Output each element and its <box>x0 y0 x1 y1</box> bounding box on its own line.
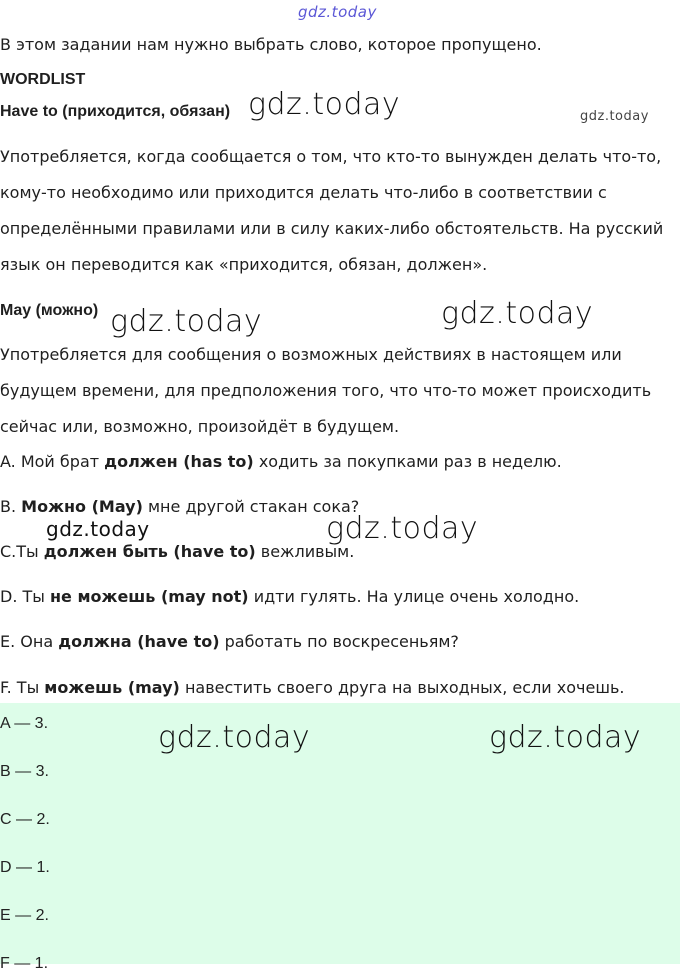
answer-item: F — 1. <box>0 955 49 972</box>
watermark: gdz.today <box>248 87 401 122</box>
sentence-answer: должен (has to) <box>104 452 254 471</box>
sentence-prefix: F. Ты <box>0 678 45 697</box>
sentence-d <box>0 587 579 607</box>
may-term: May (можно) <box>0 302 99 319</box>
sentence-prefix: D. Ты <box>0 587 50 606</box>
have-to-term: Have to (приходится, обязан) <box>0 103 231 120</box>
sentence-prefix: E. Она <box>0 632 59 651</box>
sentence-suffix: мне другой стакан сока? <box>142 497 360 516</box>
sentence-suffix: идти гулять. На улице очень холодно. <box>248 587 580 606</box>
answer-item: B — 3. <box>0 763 49 780</box>
watermark: gdz.today <box>489 720 642 755</box>
sentence-suffix: навестить своего друга на выходных, если хочешь. <box>179 678 625 697</box>
have-to-definition-line: кому-то необходимо или приходится делать что-либо в соответствии с <box>0 183 607 202</box>
sentence-prefix: B. <box>0 497 22 516</box>
answer-item: E — 2. <box>0 907 49 924</box>
sentence-answer: можешь (may) <box>44 678 180 697</box>
may-definition-line: сейчас или, возможно, произойдёт в будущем. <box>0 417 400 436</box>
sentence-c <box>0 542 354 562</box>
watermark: gdz.today <box>326 511 479 546</box>
sentence-prefix: A. Мой брат <box>0 452 105 471</box>
sentence-f <box>0 678 625 698</box>
sentence-e <box>0 632 459 652</box>
sentence-suffix: работать по воскресеньям? <box>219 632 459 651</box>
have-to-definition-line: язык он переводится как «приходится, обязан, должен». <box>0 255 488 274</box>
answers-panel <box>0 703 680 972</box>
intro-text: В этом задании нам нужно выбрать слово, которое пропущено. <box>0 35 542 54</box>
sentence-suffix: ходить за покупками раз в неделю. <box>253 452 562 471</box>
have-to-definition-line: Употребляется, когда сообщается о том, что кто-то вынужден делать что-то, <box>0 147 662 166</box>
wordlist-heading: WORDLIST <box>0 71 86 88</box>
sentence-answer: должна (have to) <box>58 632 220 651</box>
may-definition-line: будущем времени, для предположения того, что что-то может происходить <box>0 381 652 400</box>
answer-item: C — 2. <box>0 811 50 828</box>
sentence-answer: должен быть (have to) <box>43 542 256 561</box>
watermark: gdz.today <box>46 517 150 541</box>
sentence-answer: Можно (May) <box>21 497 143 516</box>
watermark: gdz.today <box>580 109 649 124</box>
answer-item: A — 3. <box>0 715 49 732</box>
sentence-b <box>0 497 359 517</box>
answer-item: D — 1. <box>0 859 50 876</box>
watermark: gdz.today <box>441 296 594 331</box>
sentence-suffix: вежливым. <box>255 542 355 561</box>
sentence-answer: не можешь (may not) <box>49 587 249 606</box>
have-to-definition-line: определёнными правилами или в силу каких-либо обстоятельств. На русский <box>0 219 664 238</box>
sentence-prefix: C.Ты <box>0 542 44 561</box>
header-watermark: gdz.today <box>298 3 377 21</box>
watermark: gdz.today <box>110 304 263 339</box>
watermark: gdz.today <box>158 720 311 755</box>
sentence-a <box>0 452 562 472</box>
may-definition-line: Употребляется для сообщения о возможных действиях в настоящем или <box>0 345 622 364</box>
